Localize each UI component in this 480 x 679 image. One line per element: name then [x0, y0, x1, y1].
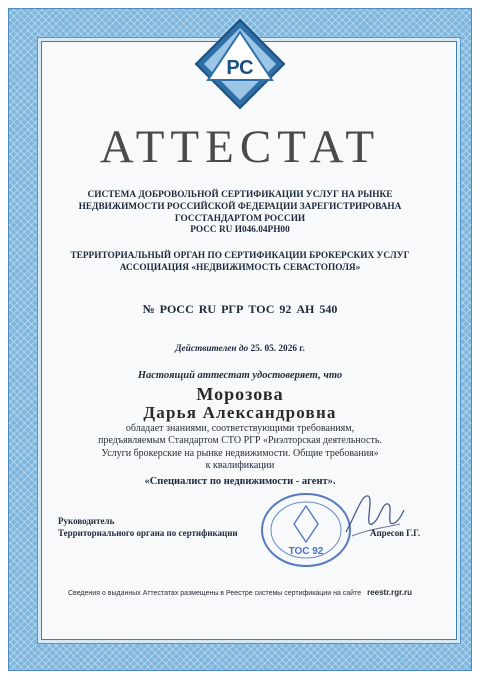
qualification-description — [44, 423, 436, 460]
rs-emblem-icon — [194, 18, 286, 110]
qualification-title: «Специалист по недвижимости - агент». — [144, 476, 336, 487]
system-line: НЕДВИЖИМОСТИ РОССИЙСКОЙ ФЕДЕРАЦИИ ЗАРЕГИСТРИРОВАНА — [78, 201, 402, 212]
head-label: Руководитель — [58, 516, 115, 526]
certification-system-block — [44, 190, 436, 237]
organ-line: АССОЦИАЦИЯ «НЕДВИЖИМОСТЬ СЕВАСТОПОЛЯ» — [119, 262, 361, 273]
head-organ-label: Территориального органа по сертификации — [58, 527, 238, 538]
registration-number: № РОСС RU РГР ТОС 92 АН 540 — [142, 302, 338, 316]
validity — [44, 344, 436, 354]
system-line: РОСС RU И046.04РН00 — [190, 225, 290, 236]
certificate-title: АТТЕСТАТ — [99, 121, 381, 173]
validity-date: 25. 05. 2026 г. — [250, 344, 305, 354]
certification-organ-block — [44, 251, 436, 275]
footer-text: Сведения о выданных Аттестатах размещены в Реестре системы сертификации на сайте — [68, 590, 362, 597]
description-line: Услуги брокерские на рынке недвижимости. Общие требования» — [101, 447, 379, 459]
signer-name: Апресов Г.Г. — [370, 528, 421, 538]
system-line: ГОССТАНДАРТОМ РОССИИ — [174, 213, 306, 224]
head-signature-label — [58, 516, 238, 539]
svg-text:ТОС 92: ТОС 92 — [288, 546, 324, 557]
registry-footer — [42, 588, 438, 597]
validity-label: Действителен до — [175, 344, 249, 354]
description-line: предъявляемым Стандартом СТО РГР «Риэлторская деятельность. — [98, 435, 382, 447]
confirmation-text: Настоящий аттестат удостоверяет, что — [137, 370, 343, 381]
holder-surname: Морозова — [196, 384, 284, 404]
description-line: обладает знаниями, соответствующими требованиям, — [125, 423, 355, 434]
system-line: СИСТЕМА ДОБРОВОЛЬНОЙ СЕРТИФИКАЦИИ УСЛУГ НА РЫНКЕ — [87, 190, 393, 200]
svg-text:РС: РС — [226, 57, 254, 79]
registry-link[interactable]: reestr.rgr.ru — [367, 588, 412, 597]
organ-line: ТЕРРИТОРИАЛЬНЫЙ ОРГАН ПО СЕРТИФИКАЦИИ БРОКЕРСКИХ УСЛУГ — [70, 251, 410, 261]
qualification-prefix: к квалификации — [205, 460, 275, 471]
holder-names: Дарья Александровна — [143, 403, 337, 422]
